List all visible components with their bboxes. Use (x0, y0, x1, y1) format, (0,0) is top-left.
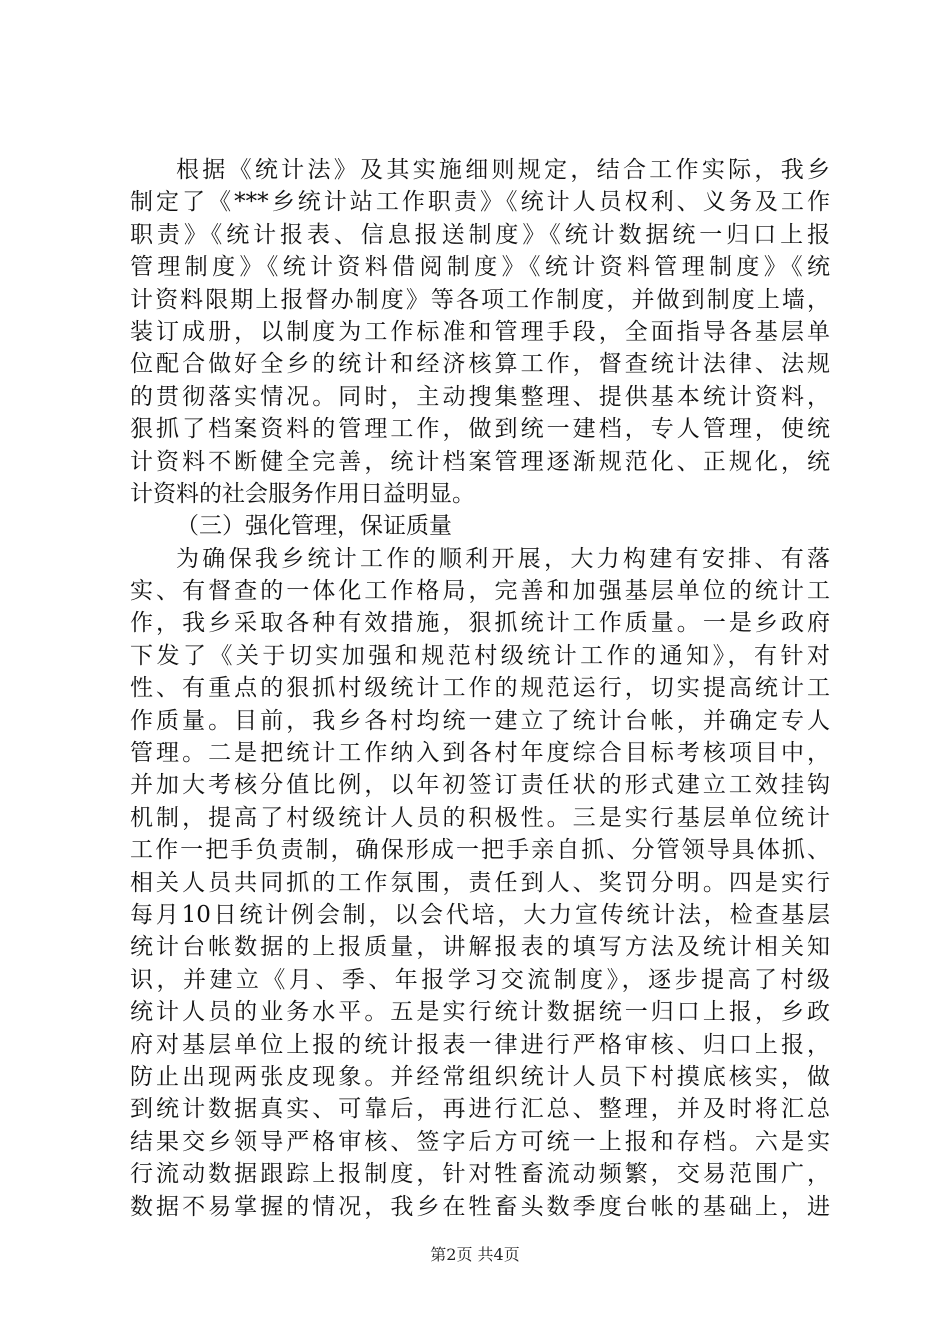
paragraph-line: 位配合做好全乡的统计和经济核算工作，督查统计法律、法规 (130, 351, 830, 378)
paragraph-line: 工作一把手负责制，确保形成一把手亲自抓、分管领导具体抓、 (130, 837, 830, 864)
paragraph-line: 为确保我乡统计工作的顺利开展，大力构建有安排、有落 (176, 545, 830, 572)
paragraph-line: 结果交乡领导严格审核、签字后方可统一上报和存档。六是实 (130, 1128, 830, 1155)
paragraph-line: 职责》《统计报表、信息报送制度》《统计数据统一归口上报 (130, 221, 830, 248)
paragraph-line: 每月10日统计例会制，以会代培，大力宣传统计法，检查基层 (130, 901, 830, 928)
document-body (130, 154, 830, 1223)
paragraph-line: 机制，提高了村级统计人员的积极性。三是实行基层单位统计 (130, 804, 830, 831)
paragraph-line: 统计台帐数据的上报质量，讲解报表的填写方法及统计相关知 (130, 934, 830, 961)
paragraph-line: 性、有重点的狠抓村级统计工作的规范运行，切实提高统计工 (130, 675, 830, 702)
paragraph-line: 行流动数据跟踪上报制度，针对牲畜流动频繁，交易范围广， (130, 1161, 830, 1188)
paragraph-line: 计资料限期上报督办制度》等各项工作制度，并做到制度上墙， (130, 286, 830, 313)
paragraph-line: 根据《统计法》及其实施细则规定，结合工作实际，我乡 (176, 157, 830, 183)
paragraph-line: 识，并建立《月、季、年报学习交流制度》，逐步提高了村级 (130, 966, 830, 993)
paragraph-line: 制定了《***乡统计站工作职责》《统计人员权利、义务及工作 (130, 189, 830, 216)
paragraph-line: 到统计数据真实、可靠后，再进行汇总、整理，并及时将汇总 (130, 1096, 830, 1123)
paragraph-line: 计资料的社会服务作用日益明显。 (130, 480, 475, 507)
paragraph-line: 管理。二是把统计工作纳入到各村年度综合目标考核项目中， (130, 740, 830, 767)
paragraph-line: 下发了《关于切实加强和规范村级统计工作的通知》，有针对 (130, 642, 830, 669)
paragraph-line: 府对基层单位上报的统计报表一律进行严格审核、归口上报， (130, 1031, 830, 1058)
paragraph-line: 统计人员的业务水平。五是实行统计数据统一归口上报，乡政 (130, 999, 830, 1026)
paragraph-line: 作质量。目前，我乡各村均统一建立了统计台帐，并确定专人 (130, 707, 830, 734)
paragraph-line: 装订成册，以制度为工作标准和管理手段，全面指导各基层单 (130, 318, 830, 345)
paragraph-line: 计资料不断健全完善，统计档案管理逐渐规范化、正规化，统 (130, 448, 830, 475)
paragraph-line: 防止出现两张皮现象。并经常组织统计人员下村摸底核实，做 (130, 1063, 830, 1090)
paragraph-line: 相关人员共同抓的工作氛围，责任到人、奖罚分明。四是实行 (130, 869, 830, 896)
paragraph-line: 狠抓了档案资料的管理工作，做到统一建档，专人管理，使统 (130, 416, 830, 443)
paragraph-line: 作，我乡采取各种有效措施，狠抓统计工作质量。一是乡政府 (130, 610, 830, 637)
page-footer: 第2页 共4页 (430, 1245, 520, 1264)
paragraph-line: 管理制度》《统计资料借阅制度》《统计资料管理制度》《统 (130, 254, 830, 281)
paragraph-line: 实、有督查的一体化工作格局，完善和加强基层单位的统计工 (130, 578, 830, 605)
paragraph-line: 的贯彻落实情况。同时，主动搜集整理、提供基本统计资料， (130, 383, 830, 410)
paragraph-line: 数据不易掌握的情况，我乡在牲畜头数季度台帐的基础上，进 (130, 1193, 830, 1220)
section-heading: （三）强化管理，保证质量 (176, 513, 452, 540)
paragraph-line: 并加大考核分值比例，以年初签订责任状的形式建立工效挂钩 (130, 772, 830, 799)
